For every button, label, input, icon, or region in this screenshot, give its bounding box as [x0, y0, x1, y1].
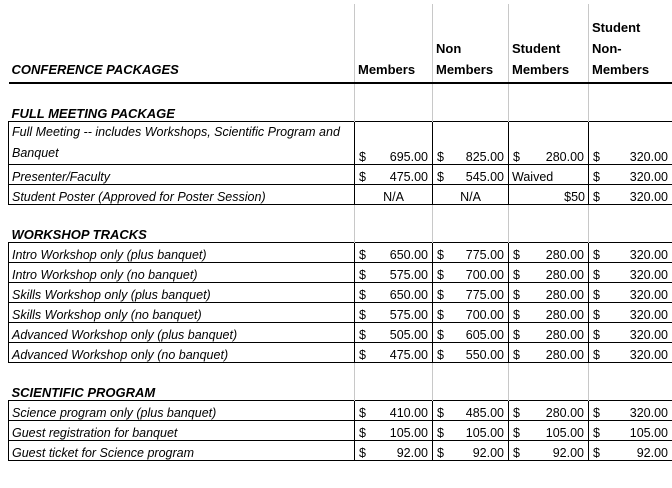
- section-title[interactable]: WORKSHOP TRACKS: [11, 227, 147, 242]
- currency-symbol: $: [593, 268, 600, 282]
- student-non-members-cell[interactable]: [589, 243, 672, 263]
- currency-symbol: $: [593, 288, 600, 302]
- members-cell[interactable]: [355, 263, 433, 283]
- amount: 650.00: [389, 248, 428, 262]
- currency-value: [512, 248, 585, 262]
- currency-value: [358, 406, 429, 420]
- amount: 280.00: [545, 308, 584, 322]
- empty-cell[interactable]: [355, 205, 433, 225]
- non-members-cell[interactable]: [433, 185, 509, 205]
- amount: 320.00: [629, 308, 668, 322]
- currency-symbol: $: [593, 328, 600, 342]
- empty-cell[interactable]: [589, 363, 672, 383]
- empty-cell[interactable]: [589, 224, 672, 243]
- non-members-cell[interactable]: [433, 343, 509, 363]
- non-members-cell[interactable]: [433, 323, 509, 343]
- package-name-cell[interactable]: Guest registration for banquet: [9, 421, 355, 441]
- section-header-row: [9, 224, 672, 243]
- student-members-cell[interactable]: [509, 401, 589, 421]
- members-cell[interactable]: [355, 441, 433, 461]
- currency-value: [358, 426, 429, 440]
- currency-symbol: $: [359, 170, 366, 184]
- empty-cell[interactable]: [509, 224, 589, 243]
- spacer-row: [9, 83, 672, 103]
- currency-value: [436, 288, 505, 302]
- amount: 92.00: [636, 446, 668, 460]
- amount: 410.00: [389, 406, 428, 420]
- student-members-cell[interactable]: [509, 165, 589, 185]
- currency-symbol: $: [437, 426, 444, 440]
- table-row: [9, 401, 672, 421]
- amount: 550.00: [465, 348, 504, 362]
- section-title[interactable]: SCIENTIFIC PROGRAM: [11, 385, 156, 400]
- table-row: [9, 323, 672, 343]
- table-row: [9, 122, 672, 165]
- empty-cell[interactable]: [355, 382, 433, 401]
- table-row: [9, 343, 672, 363]
- spacer-row: [9, 205, 672, 225]
- empty-cell[interactable]: [9, 205, 355, 225]
- amount: 280.00: [545, 268, 584, 282]
- non-members-cell[interactable]: [433, 283, 509, 303]
- student-members-cell[interactable]: [509, 323, 589, 343]
- amount: 475.00: [389, 170, 428, 184]
- currency-symbol: $: [437, 150, 444, 164]
- section-header-row: [9, 103, 672, 122]
- student-non-members-cell[interactable]: [589, 185, 672, 205]
- text-value: N/A: [460, 190, 481, 204]
- package-name-cell[interactable]: Full Meeting -- includes Workshops, Scientific Program and Banquet: [9, 122, 355, 165]
- currency-symbol: $: [359, 328, 366, 342]
- currency-value: [592, 308, 669, 322]
- empty-cell[interactable]: [433, 205, 509, 225]
- currency-symbol: $: [513, 268, 520, 282]
- text-value: Waived: [512, 170, 554, 184]
- student-non-members-cell[interactable]: [589, 122, 672, 165]
- table-row: [9, 421, 672, 441]
- student-non-members-cell[interactable]: [589, 401, 672, 421]
- empty-cell[interactable]: [509, 363, 589, 383]
- package-name-cell[interactable]: Science program only (plus banquet): [9, 401, 355, 421]
- members-cell[interactable]: [355, 185, 433, 205]
- currency-symbol: $: [593, 150, 600, 164]
- amount: 320.00: [629, 150, 668, 164]
- amount: 280.00: [545, 406, 584, 420]
- amount: 280.00: [545, 288, 584, 302]
- student-non-members-cell[interactable]: [589, 323, 672, 343]
- amount: 575.00: [389, 268, 428, 282]
- student-non-members-cell[interactable]: [589, 343, 672, 363]
- currency-symbol: $: [437, 288, 444, 302]
- currency-value: [358, 170, 429, 184]
- amount: 825.00: [465, 150, 504, 164]
- currency-value: [592, 170, 669, 184]
- amount: 280.00: [545, 328, 584, 342]
- table-row: [9, 185, 672, 205]
- currency-symbol: $: [593, 190, 600, 204]
- amount: 695.00: [389, 150, 428, 164]
- empty-cell[interactable]: [433, 103, 509, 122]
- empty-cell[interactable]: [589, 382, 672, 401]
- amount: 105.00: [629, 426, 668, 440]
- column-header-non-members[interactable]: Non Members: [433, 4, 509, 83]
- amount: 105.00: [465, 426, 504, 440]
- empty-cell[interactable]: [509, 103, 589, 122]
- empty-cell[interactable]: [509, 83, 589, 103]
- column-header-packages[interactable]: CONFERENCE PACKAGES: [11, 62, 179, 77]
- currency-value: [592, 190, 669, 204]
- amount: 320.00: [629, 170, 668, 184]
- amount: 280.00: [545, 248, 584, 262]
- members-cell[interactable]: [355, 401, 433, 421]
- currency-symbol: $: [513, 348, 520, 362]
- currency-symbol: $: [513, 406, 520, 420]
- amount: 545.00: [465, 170, 504, 184]
- empty-cell[interactable]: [355, 103, 433, 122]
- currency-value: [436, 170, 505, 184]
- currency-value: [358, 328, 429, 342]
- members-cell[interactable]: [355, 421, 433, 441]
- table-row: [9, 263, 672, 283]
- table-row: [9, 283, 672, 303]
- student-non-members-cell[interactable]: [589, 303, 672, 323]
- currency-value: [358, 308, 429, 322]
- empty-cell[interactable]: [589, 103, 672, 122]
- currency-symbol: $: [593, 426, 600, 440]
- non-members-cell[interactable]: [433, 401, 509, 421]
- currency-symbol: $: [513, 426, 520, 440]
- currency-symbol: $: [437, 268, 444, 282]
- currency-value: [512, 268, 585, 282]
- packages-table: [8, 4, 672, 461]
- package-name-cell[interactable]: Student Poster (Approved for Poster Session): [9, 185, 355, 205]
- non-members-cell[interactable]: [433, 441, 509, 461]
- members-cell[interactable]: [355, 303, 433, 323]
- currency-symbol: $: [359, 426, 366, 440]
- amount: 105.00: [389, 426, 428, 440]
- non-members-cell[interactable]: [433, 165, 509, 185]
- currency-value: [592, 426, 669, 440]
- currency-value: [358, 288, 429, 302]
- members-cell[interactable]: [355, 122, 433, 165]
- currency-symbol: $: [513, 446, 520, 460]
- student-members-cell[interactable]: [509, 283, 589, 303]
- student-members-cell[interactable]: [509, 343, 589, 363]
- currency-symbol: $: [593, 170, 600, 184]
- currency-symbol: $: [513, 248, 520, 262]
- package-name-cell[interactable]: Presenter/Faculty: [9, 165, 355, 185]
- student-members-cell[interactable]: [509, 243, 589, 263]
- empty-cell[interactable]: [509, 205, 589, 225]
- currency-value: [358, 268, 429, 282]
- members-cell[interactable]: [355, 323, 433, 343]
- table-row: [9, 165, 672, 185]
- empty-cell[interactable]: [433, 363, 509, 383]
- currency-symbol: $: [593, 406, 600, 420]
- column-header-student-members[interactable]: Student Members: [509, 4, 589, 83]
- student-members-cell[interactable]: [509, 441, 589, 461]
- package-name-cell[interactable]: Skills Workshop only (no banquet): [9, 303, 355, 323]
- currency-symbol: $: [437, 170, 444, 184]
- members-cell[interactable]: [355, 243, 433, 263]
- currency-symbol: $: [437, 406, 444, 420]
- currency-value: [512, 328, 585, 342]
- currency-symbol: $: [359, 268, 366, 282]
- amount: 475.00: [389, 348, 428, 362]
- currency-value: [436, 406, 505, 420]
- non-members-cell[interactable]: [433, 243, 509, 263]
- members-cell[interactable]: [355, 283, 433, 303]
- text-value: $50: [564, 190, 585, 204]
- currency-value: [592, 268, 669, 282]
- amount: 92.00: [396, 446, 428, 460]
- members-cell[interactable]: [355, 343, 433, 363]
- amount: 505.00: [389, 328, 428, 342]
- student-members-cell[interactable]: [509, 185, 589, 205]
- amount: 280.00: [545, 348, 584, 362]
- empty-cell[interactable]: [589, 83, 672, 103]
- table-row: [9, 303, 672, 323]
- package-name-cell[interactable]: Skills Workshop only (plus banquet): [9, 283, 355, 303]
- currency-value: [592, 348, 669, 362]
- currency-value: [592, 328, 669, 342]
- currency-value: [512, 348, 585, 362]
- header-row: [9, 4, 672, 83]
- package-name-cell[interactable]: Advanced Workshop only (plus banquet): [9, 323, 355, 343]
- currency-value: [512, 406, 585, 420]
- currency-value: [592, 248, 669, 262]
- amount: 605.00: [465, 328, 504, 342]
- amount: 320.00: [629, 248, 668, 262]
- amount: 320.00: [629, 406, 668, 420]
- student-members-cell[interactable]: [509, 303, 589, 323]
- column-header-student-non-members[interactable]: Student Non- Members: [589, 4, 672, 83]
- currency-symbol: $: [513, 328, 520, 342]
- amount: 775.00: [465, 248, 504, 262]
- currency-symbol: $: [359, 446, 366, 460]
- student-members-cell[interactable]: [509, 421, 589, 441]
- currency-symbol: $: [437, 328, 444, 342]
- currency-value: [358, 348, 429, 362]
- table-row: [9, 441, 672, 461]
- currency-symbol: $: [359, 308, 366, 322]
- table-row: [9, 243, 672, 263]
- amount: 575.00: [389, 308, 428, 322]
- package-name-cell[interactable]: Guest ticket for Science program: [9, 441, 355, 461]
- amount: 650.00: [389, 288, 428, 302]
- amount: 320.00: [629, 288, 668, 302]
- currency-symbol: $: [359, 288, 366, 302]
- currency-symbol: $: [437, 446, 444, 460]
- section-header-row: [9, 382, 672, 401]
- amount: 700.00: [465, 308, 504, 322]
- spacer-row: [9, 363, 672, 383]
- amount: 320.00: [629, 268, 668, 282]
- non-members-cell[interactable]: [433, 263, 509, 283]
- currency-value: [592, 288, 669, 302]
- currency-symbol: $: [437, 308, 444, 322]
- currency-value: [512, 288, 585, 302]
- student-members-cell[interactable]: [509, 263, 589, 283]
- currency-symbol: $: [593, 348, 600, 362]
- amount: 320.00: [629, 348, 668, 362]
- student-non-members-cell[interactable]: [589, 165, 672, 185]
- section-title[interactable]: FULL MEETING PACKAGE: [11, 106, 175, 121]
- currency-value: [592, 150, 669, 164]
- amount: 280.00: [545, 150, 584, 164]
- student-non-members-cell[interactable]: [589, 283, 672, 303]
- currency-value: [592, 446, 669, 460]
- empty-cell[interactable]: [355, 83, 433, 103]
- members-cell[interactable]: [355, 165, 433, 185]
- currency-symbol: $: [359, 406, 366, 420]
- text-value: N/A: [383, 190, 404, 204]
- currency-value: [436, 308, 505, 322]
- empty-cell[interactable]: [589, 205, 672, 225]
- amount: 105.00: [545, 426, 584, 440]
- currency-symbol: $: [437, 248, 444, 262]
- non-members-cell[interactable]: [433, 303, 509, 323]
- currency-symbol: $: [359, 348, 366, 362]
- empty-cell[interactable]: [355, 224, 433, 243]
- currency-value: [512, 446, 585, 460]
- empty-cell[interactable]: [355, 363, 433, 383]
- amount: 92.00: [552, 446, 584, 460]
- student-non-members-cell[interactable]: [589, 421, 672, 441]
- non-members-cell[interactable]: [433, 122, 509, 165]
- currency-value: [358, 150, 429, 164]
- empty-cell[interactable]: [9, 83, 355, 103]
- amount: 485.00: [465, 406, 504, 420]
- currency-value: [436, 446, 505, 460]
- amount: 775.00: [465, 288, 504, 302]
- currency-symbol: $: [513, 150, 520, 164]
- column-header-members[interactable]: Members: [355, 4, 433, 83]
- currency-value: [436, 248, 505, 262]
- currency-symbol: $: [359, 150, 366, 164]
- empty-cell[interactable]: [433, 382, 509, 401]
- student-non-members-cell[interactable]: [589, 441, 672, 461]
- non-members-cell[interactable]: [433, 421, 509, 441]
- currency-value: [512, 426, 585, 440]
- package-name-cell[interactable]: Intro Workshop only (no banquet): [9, 263, 355, 283]
- currency-symbol: $: [513, 308, 520, 322]
- package-name-cell[interactable]: Intro Workshop only (plus banquet): [9, 243, 355, 263]
- currency-symbol: $: [513, 288, 520, 302]
- currency-value: [358, 248, 429, 262]
- currency-value: [436, 426, 505, 440]
- currency-value: [512, 150, 585, 164]
- currency-value: [436, 268, 505, 282]
- amount: 92.00: [472, 446, 504, 460]
- currency-value: [512, 308, 585, 322]
- amount: 320.00: [629, 190, 668, 204]
- empty-cell[interactable]: [433, 83, 509, 103]
- currency-symbol: $: [359, 248, 366, 262]
- student-non-members-cell[interactable]: [589, 263, 672, 283]
- empty-cell[interactable]: [509, 382, 589, 401]
- amount: 700.00: [465, 268, 504, 282]
- currency-value: [436, 150, 505, 164]
- currency-symbol: $: [593, 248, 600, 262]
- currency-value: [436, 348, 505, 362]
- currency-symbol: $: [593, 308, 600, 322]
- package-name-cell[interactable]: Advanced Workshop only (no banquet): [9, 343, 355, 363]
- empty-cell[interactable]: [9, 363, 355, 383]
- currency-value: [358, 446, 429, 460]
- student-members-cell[interactable]: [509, 122, 589, 165]
- currency-value: [436, 328, 505, 342]
- currency-value: [592, 406, 669, 420]
- currency-symbol: $: [593, 446, 600, 460]
- amount: 320.00: [629, 328, 668, 342]
- empty-cell[interactable]: [433, 224, 509, 243]
- currency-symbol: $: [437, 348, 444, 362]
